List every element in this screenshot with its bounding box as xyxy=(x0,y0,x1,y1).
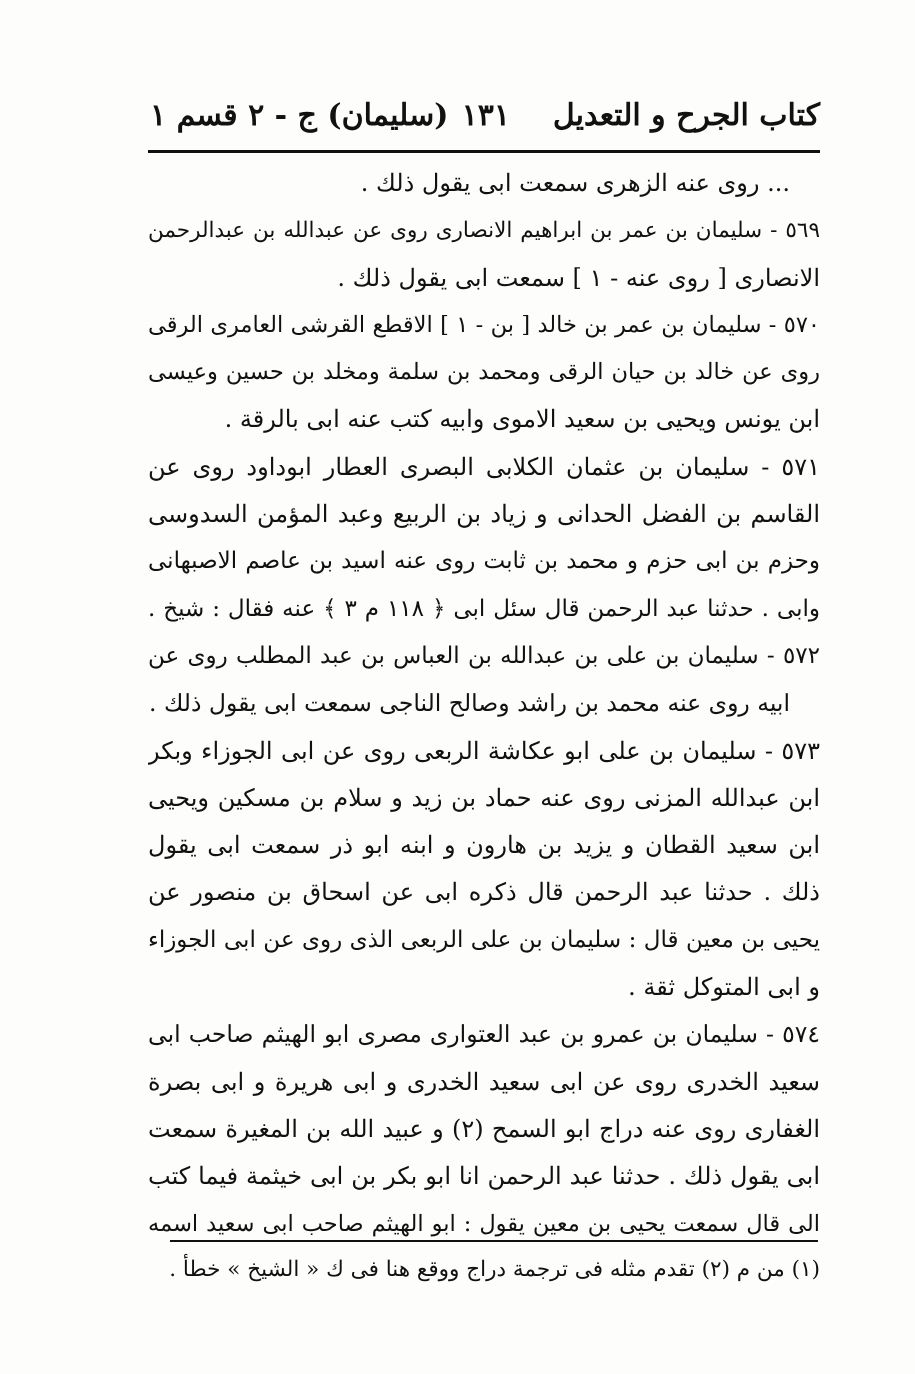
text-line: و ابى المتوكل ثقة . xyxy=(628,973,820,1002)
text-line: ابى يقول ذلك . حدثنا عبد الرحمن انا ابو بكر بن ابى خيثمة فيما كتب xyxy=(148,1162,820,1191)
text-line: ابيه روى عنه محمد بن راشد وصالح الناجى سمعت ابى يقول ذلك . xyxy=(149,689,790,718)
page-number: ١٣١ xyxy=(461,98,510,133)
text-line: الى قال سمعت يحيى بن معين يقول : ابو الهيثم صاحب ابى سعيد اسمه xyxy=(148,1210,820,1237)
entry-569-line: ٥٦٩ - سليمان بن عمر بن ابراهيم الانصارى روى عن عبدالله بن عبدالرحمن xyxy=(148,218,820,244)
volume-label: (سليمان) ج - ٢ قسم ١ xyxy=(150,98,449,133)
text-line: ابن يونس ويحيى بن سعيد الاموى وابيه كتب عنه ابى بالرقة . xyxy=(224,405,820,434)
text-line: وحزم بن ابى حزم و محمد بن ثابت روى عنه اسيد بن عاصم الاصبهانى xyxy=(148,548,820,575)
footnote-rule xyxy=(170,1240,818,1242)
entry-570-line: ٥٧٠ - سليمان بن عمر بن خالد [ بن - ١ ] الاقطع القرشى العامرى الرقى xyxy=(148,311,820,338)
footnote: (١) من م (٢) تقدم مثله فى ترجمة دراج ووقع هنا فى ك « الشيخ » خطأ . xyxy=(169,1257,820,1282)
text-line: وابى . حدثنا عبد الرحمن قال سئل ابى ﴿ ١١٨ م ٣ ﴾ عنه فقال : شيخ . xyxy=(148,595,820,622)
entry-571-line: ٥٧١ - سليمان بن عثمان الكلابى البصرى العطار ابوداود روى عن xyxy=(148,452,820,481)
text-line: ذلك . حدثنا عبد الرحمن قال ذكره ابى عن اسحاق بن منصور عن xyxy=(148,878,820,907)
text-line: ... روى عنه الزهرى سمعت ابى يقول ذلك . xyxy=(360,169,790,197)
text-line: الغفارى روى عنه دراج ابو السمح (٢) و عبيد الله بن المغيرة سمعت xyxy=(148,1114,820,1143)
text-line: القاسم بن الفضل الحدانى و زياد بن الربيع وعبد المؤمن السدوسى xyxy=(148,500,820,529)
header-rule xyxy=(148,150,820,153)
book-title: كتاب الجرح و التعديل xyxy=(552,98,820,133)
running-header xyxy=(150,94,820,146)
entry-574-line: ٥٧٤ - سليمان بن عمرو بن عبد العتوارى مصرى ابو الهيثم صاحب ابى xyxy=(148,1020,820,1049)
text-line: روى عن خالد بن حيان الرقى ومحمد بن سلمة ومخلد بن حسين وعيسى xyxy=(148,359,820,386)
entry-573-line: ٥٧٣ - سليمان بن على ابو عكاشة الربعى روى عن ابى الجوزاء وبكر xyxy=(148,736,820,765)
text-line: ابن عبدالله المزنى روى عنه حماد بن زيد و سلام بن مسكين ويحيى xyxy=(148,783,820,812)
main-text xyxy=(148,160,820,1248)
text-line: ابن سعيد القطان و يزيد بن هارون و ابنه ابو ذر سمعت ابى يقول xyxy=(148,831,820,860)
text-line: الانصارى [ روى عنه - ١ ] سمعت ابى يقول ذلك . xyxy=(337,263,820,292)
text-line: سعيد الخدرى روى عن ابى سعيد الخدرى و ابى هريرة و ابى بصرة xyxy=(148,1067,820,1096)
text-line: يحيى بن معين قال : سليمان بن على الربعى الذى روى عن ابى الجوزاء xyxy=(148,926,820,953)
entry-572-line: ٥٧٢ - سليمان بن على بن عبدالله بن العباس بن عبد المطلب روى عن xyxy=(148,642,820,669)
